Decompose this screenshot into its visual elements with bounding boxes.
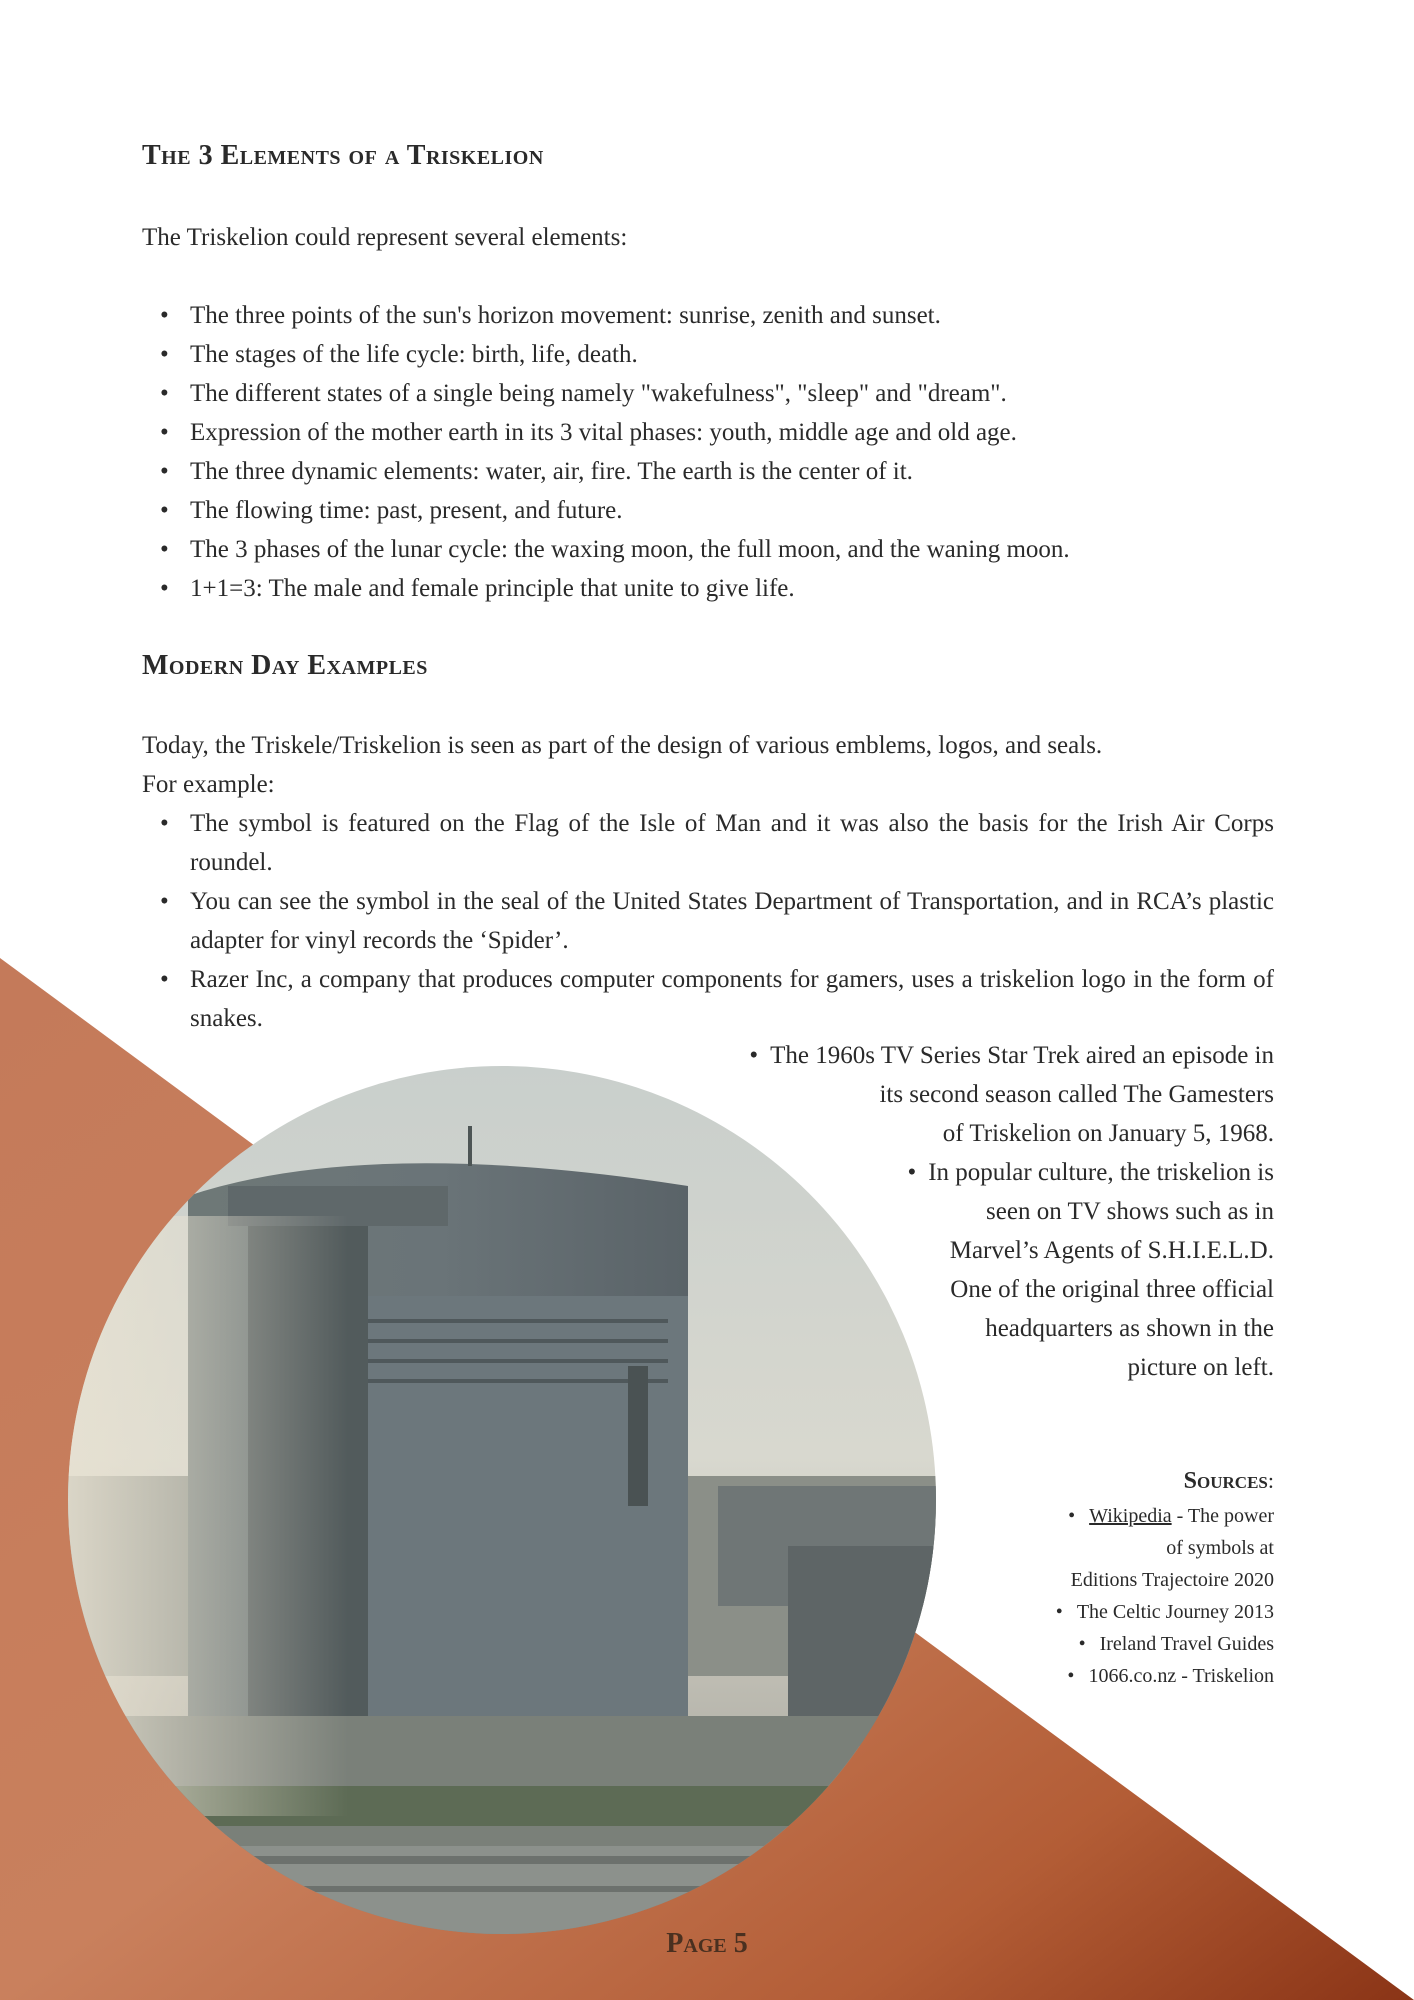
bullet: • <box>1055 1601 1063 1623</box>
section-heading-modern: Modern Day Examples <box>142 650 428 681</box>
source-item-wikipedia <box>1056 1500 1274 1596</box>
list-item: • The three dynamic elements: water, air, fire. The earth is the center of it. <box>142 452 1274 491</box>
list-item: • The three points of the sun's horizon movement: sunrise, zenith and sunset. <box>142 296 1274 335</box>
list-item: • The stages of the life cycle: birth, life, death. <box>142 335 1274 374</box>
elements-intro: The Triskelion could represent several elements: <box>142 224 628 251</box>
source-item <box>1056 1660 1274 1692</box>
source-text: Editions Trajectoire 2020 <box>1070 1569 1274 1591</box>
source-text: The Celtic Journey 2013 <box>1076 1601 1274 1623</box>
bullet: • <box>1068 1505 1076 1527</box>
source-item <box>1056 1628 1274 1660</box>
list-item-line: The 1960s TV Series Star Trek aired an episode in <box>770 1042 1274 1069</box>
source-item <box>1056 1596 1274 1628</box>
list-item: • The different states of a single being namely "wakefulness", "sleep" and "dream". <box>142 374 1274 413</box>
sources-list <box>1056 1500 1274 1692</box>
bullet: • <box>1067 1665 1075 1687</box>
list-item-line: picture on left. <box>1127 1354 1274 1381</box>
modern-list <box>142 804 1274 1038</box>
sources-title: Sources <box>1183 1468 1268 1494</box>
list-item-line: of Triskelion on January 5, 1968. <box>942 1120 1274 1147</box>
modern-intro-line2: For example: <box>142 771 275 798</box>
list-item: • The symbol is featured on the Flag of the Isle of Man and it was also the basis for the Irish Air Corps roundel. <box>142 804 1274 882</box>
list-item: • You can see the symbol in the seal of the United States Department of Transportation, and in RCA’s plastic adapter for vinyl records the ‘Spider’. <box>142 882 1274 960</box>
bullet: • <box>749 1042 759 1069</box>
list-item: • The flowing time: past, present, and future. <box>142 491 1274 530</box>
list-item: • The 3 phases of the lunar cycle: the waxing moon, the full moon, and the waning moon. <box>142 530 1274 569</box>
sources-heading <box>1184 1468 1274 1495</box>
sources-colon: : <box>1267 1468 1274 1493</box>
section-heading-elements: The 3 Elements of a Triskelion <box>142 140 544 171</box>
bullet: • <box>1078 1633 1086 1655</box>
source-text: - The power <box>1171 1505 1274 1527</box>
bullet: • <box>907 1159 917 1186</box>
list-item-line: seen on TV shows such as in <box>986 1198 1274 1225</box>
elements-list <box>142 296 1274 608</box>
list-item-line: headquarters as shown in the <box>985 1315 1274 1342</box>
popular-culture-list <box>749 1036 1274 1387</box>
list-item: • Expression of the mother earth in its 3 vital phases: youth, middle age and old age. <box>142 413 1274 452</box>
list-item <box>749 1153 1274 1387</box>
list-item <box>749 1036 1274 1153</box>
list-item-line: its second season called The Gamesters <box>879 1081 1274 1108</box>
list-item-line: Marvel’s Agents of S.H.I.E.L.D. <box>949 1237 1274 1264</box>
list-item: • 1+1=3: The male and female principle that unite to give life. <box>142 569 1274 608</box>
source-text: 1066.co.nz - Triskelion <box>1088 1665 1274 1687</box>
list-item-line: In popular culture, the triskelion is <box>928 1159 1274 1186</box>
wikipedia-link[interactable]: Wikipedia <box>1089 1505 1172 1527</box>
modern-intro-line1: Today, the Triskele/Triskelion is seen as part of the design of various emblems, logos, and seals. <box>142 732 1103 759</box>
source-text: of symbols at <box>1166 1537 1274 1559</box>
page-number: Page 5 <box>666 1928 748 1959</box>
list-item-line: One of the original three official <box>950 1276 1274 1303</box>
list-item: • Razer Inc, a company that produces computer components for gamers, uses a triskelion logo in the form of snakes. <box>142 960 1274 1038</box>
source-text: Ireland Travel Guides <box>1099 1633 1274 1655</box>
